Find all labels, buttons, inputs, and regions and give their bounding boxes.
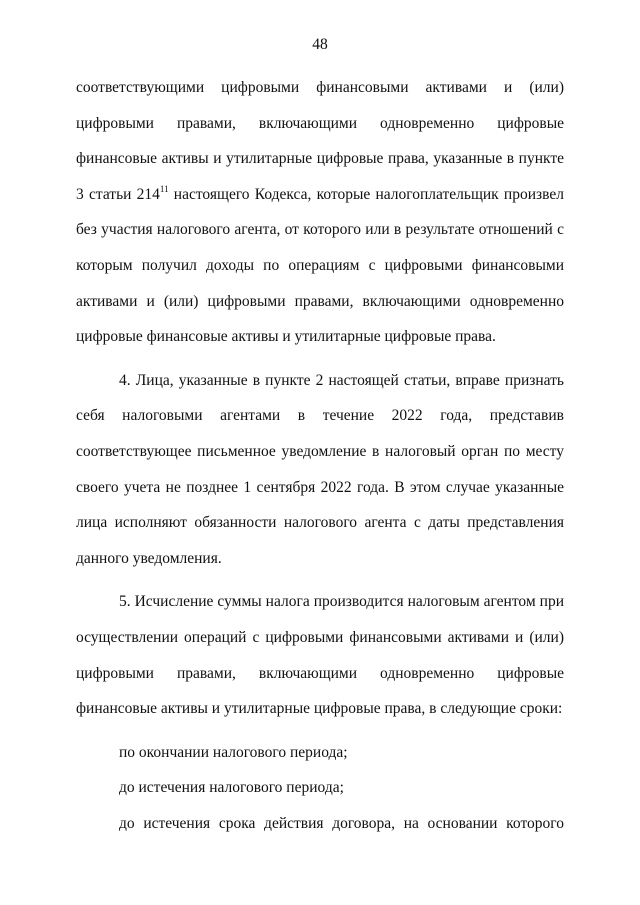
- footnote-superscript: 11: [159, 183, 169, 194]
- document-body: [76, 70, 564, 841]
- list-item: до истечения налогового периода;: [119, 779, 344, 797]
- list-item: по окончании налогового периода;: [119, 743, 348, 761]
- paragraph-text: соответствующими цифровыми финансовыми активами и (или) цифровыми правами, включающими одновременно цифровые финансовые активы и утилитарные цифровые права, указанные в пункте 3 статьи 214: [76, 79, 564, 203]
- page-number: 48: [312, 36, 328, 53]
- paragraph-item-4: 4. Лица, указанные в пункте 2 настоящей статьи, вправе признать себя налоговыми агентами в течение 2022 года, представив соответствующее письменное уведомление в налоговый орган по месту своего учета не позднее 1 сентября 2022 года. В этом случае указанные лица исполняют обязанности налогового агента с даты представления данного уведомления.: [76, 371, 564, 567]
- paragraph-text-tail: настоящего Кодекса, которые налогоплательщик произвел без участия налогового агента, от которого или в результате отношений с которым получил доходы по операциям с цифровыми финансовыми активами и (или) цифровыми правами, включающими одновременно цифровые финансовые активы и утилитарные цифровые права.: [76, 185, 564, 346]
- paragraph-continuation: [76, 70, 564, 355]
- list-item: до истечения срока действия договора, на основании которого: [119, 814, 564, 832]
- paragraph-item-5: 5. Исчисление суммы налога производится налоговым агентом при осуществлении операций с цифровыми финансовыми активами и (или) цифровыми правами, включающими одновременно цифровые финансовые активы и утилитарные цифровые права, в следующие сроки:: [76, 593, 564, 718]
